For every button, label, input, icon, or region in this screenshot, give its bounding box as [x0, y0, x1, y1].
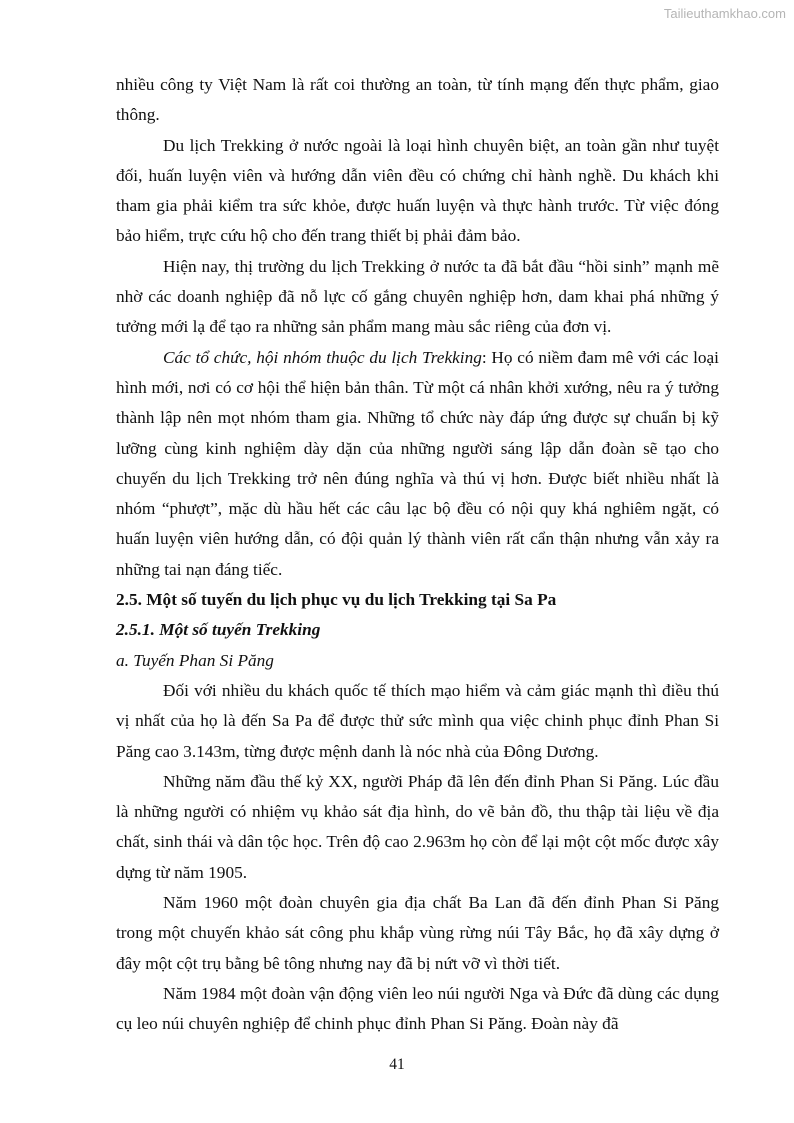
paragraph: nhiều công ty Việt Nam là rất coi thường an toàn, từ tính mạng đến thực phẩm, giao thông.	[116, 75, 719, 125]
paragraph	[116, 343, 719, 585]
section-heading: 2.5. Một số tuyến du lịch phục vụ du lịch Trekking tại Sa Pa	[116, 590, 557, 610]
paragraph-text: : Họ có niềm đam mê với các loại hình mới, nơi có cơ hội thể hiện bản thân. Từ một cá nhân khởi xướng, nêu ra ý tưởng thành lập nên mọt nhóm tham gia. Những tổ chức này đáp ứng được sự chuẩn bị kỹ lưỡng cùng kinh nghiệm dày dặn của những người sáng lập dẫn đoàn sẽ tạo cho chuyến du lịch Trekking trở nên đúng nghĩa và thú vị hơn. Được biết nhiều nhất là nhóm “phượt”, mặc dù hầu hết các câu lạc bộ đều có nội quy khá nghiêm ngặt, có huấn luyện viên hướng dẫn, có đội quản lý thành viên rất cẩn thận nhưng vẫn xảy ra những tai nạn đáng tiếc.	[116, 347, 719, 579]
paragraph-italic-lead: Các tổ chức, hội nhóm thuộc du lịch Trekking	[163, 347, 482, 367]
document-body	[116, 70, 719, 1040]
page-number: 41	[389, 1056, 405, 1073]
paragraph: Năm 1984 một đoàn vận động viên leo núi người Nga và Đức đã dùng các dụng cụ leo núi chuyên nghiệp để chinh phục đỉnh Phan Si Păng. Đoàn này đã	[116, 983, 719, 1034]
paragraph: Hiện nay, thị trường du lịch Trekking ở nước ta đã bắt đầu “hồi sinh” mạnh mẽ nhờ các doanh nghiệp đã nỗ lực cố gắng chuyên nghiệp hơn, dam khai phá những ý tưởng mới lạ để tạo ra những sản phẩm mang màu sắc riêng của đơn vị.	[116, 256, 719, 337]
item-heading: a. Tuyến Phan Si Păng	[116, 650, 274, 670]
paragraph: Đối với nhiều du khách quốc tế thích mạo hiểm và cảm giác mạnh thì điều thú vị nhất của họ là đến Sa Pa để được thử sức mình qua việc chinh phục đỉnh Phan Si Păng cao 3.143m, từng được mệnh danh là nóc nhà của Đông Dương.	[116, 680, 719, 761]
watermark: Tailieuthamkhao.com	[663, 6, 786, 21]
paragraph: Năm 1960 một đoàn chuyên gia địa chất Ba Lan đã đến đỉnh Phan Si Păng trong một chuyến khảo sát công phu khắp vùng rừng núi Tây Bắc, họ đã xây dựng ở đây một cột trụ bằng bê tông nhưng nay đã bị nứt vỡ vì thời tiết.	[116, 893, 719, 973]
paragraph: Những năm đầu thế kỷ XX, người Pháp đã lên đến đỉnh Phan Si Păng. Lúc đầu là những người có nhiệm vụ khảo sát địa hình, do vẽ bản đồ, thu thập tài liệu về địa chất, sinh thái và dân tộc học. Trên độ cao 2.963m họ còn để lại một cột mốc được xây dựng từ năm 1905.	[116, 771, 719, 882]
subsection-heading: 2.5.1. Một số tuyến Trekking	[116, 620, 321, 640]
paragraph: Du lịch Trekking ở nước ngoài là loại hình chuyên biệt, an toàn gần như tuyệt đối, huấn luyện viên và hướng dẫn viên đều có chứng chỉ hành nghề. Du khách khi tham gia phải kiểm tra sức khỏe, được huấn luyện và thực hành trước. Từ việc đóng bảo hiểm, trực cứu hộ cho đến trang thiết bị phải đảm bảo.	[116, 135, 719, 246]
